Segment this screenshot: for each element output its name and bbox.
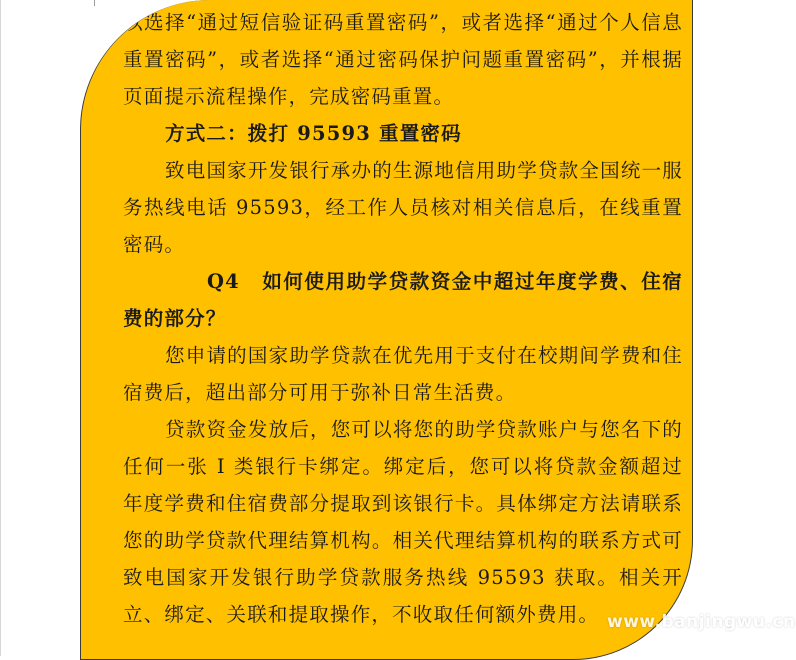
paragraph-reset-options xyxy=(123,4,683,115)
question-q4 xyxy=(123,263,683,337)
question-text: 如何使用助学贷款资金中超过年度学费、住宿费的部分？ xyxy=(123,270,683,330)
page-left-edge xyxy=(0,0,1,656)
page-corner-mark xyxy=(94,0,95,6)
document-body xyxy=(123,4,683,633)
paragraph-text: 致电国家开发银行承办的生源地信用助学贷款全国统一服务热线电话 95593，经工作人员核对相关信息后，在线重置密码。 xyxy=(123,159,683,256)
paragraph-text: 您申请的国家助学贷款在优先用于支付在校期间学费和住宿费后，超出部分可用于弥补日常生活费。 xyxy=(123,344,683,404)
paragraph-living-expenses xyxy=(123,337,683,411)
watermark-text: www.banjingwu.cn xyxy=(607,612,796,632)
paragraph-text: 以选择“通过短信验证码重置密码”，或者选择“通过个人信息重置密码”，或者选择“通过密码保护问题重置密码”，并根据页面提示流程操作，完成密码重置。 xyxy=(123,11,683,108)
heading-method-two xyxy=(123,115,683,152)
paragraph-hotline xyxy=(123,152,683,263)
question-number: Q4 xyxy=(207,270,240,293)
paragraph-bank-card-binding xyxy=(123,411,683,633)
paragraph-text: 贷款资金发放后，您可以将您的助学贷款账户与您名下的任何一张 I 类银行卡绑定。绑定后，您可以将贷款金额超过年度学费和住宿费部分提取到该银行卡。具体绑定方法请联系您的助学贷款代理结算机构。相关代理结算机构的联系方式可致电国家开发银行助学贷款服务热线 95593 获取。相关开立、绑定、关联和提取操作，不收取任何额外费用。 xyxy=(123,418,683,626)
heading-text: 方式二：拨打 95593 重置密码 xyxy=(165,122,462,145)
highlight-box xyxy=(80,0,693,660)
